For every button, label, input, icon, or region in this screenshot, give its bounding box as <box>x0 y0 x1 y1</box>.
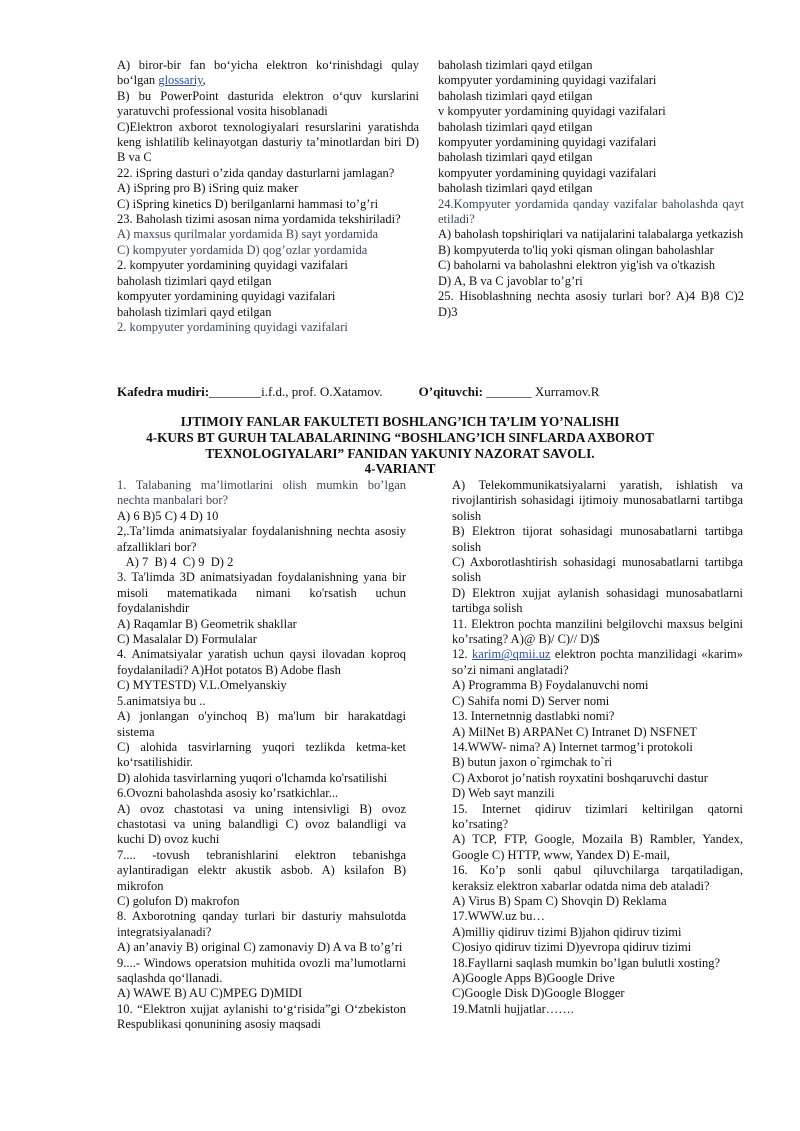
answer-line: C) kompyuter yordamida D) qog’ozlar yordamida <box>117 242 368 257</box>
answer-line: D) A, B va C javoblar to’g’ri <box>438 273 583 288</box>
bottom-right-column <box>452 478 743 1017</box>
top-left-column <box>117 58 419 335</box>
answer-line: C) MYTESTD) V.L.Omelyanskiy <box>117 678 287 693</box>
question-9: 9....- Windows operatsion muhitida ovozli ma’lumotlarni saqlashda qo‘llanadi. <box>117 955 406 985</box>
text-line: baholash tizimlari qayd etilgan <box>438 181 593 196</box>
answer-line: A) 6 B)5 C) 4 D) 10 <box>117 508 219 523</box>
question-22: 22. iSpring dasturi o’zida qanday dasturlarni jamlagan? <box>117 165 395 180</box>
teacher-name: Xurramov.R <box>531 384 600 399</box>
question-5: 5.animatsiya bu .. <box>117 693 206 708</box>
answer-line: C) alohida tasvirlarning yuqori tezlikda ketma-ket ko‘rsatilishidir. <box>117 739 406 770</box>
answer-line: A) WAWE B) AU C)MPEG D)MIDI <box>117 986 303 1001</box>
question-15: 15. Internet qidiruv tizimlari keltirilgan qatorni ko’rsating? <box>452 801 743 831</box>
top-right-column <box>438 58 744 320</box>
question-25: 25. Hisoblashning nechta asosiy turlari bor? A)4 B)8 C)2 D)3 <box>438 289 744 319</box>
question-13: 13. Internetnnig dastlabki nomi? <box>452 709 615 724</box>
variant-title: 4-VARIANT <box>364 461 436 477</box>
answer-line: C) Masalalar D) Formulalar <box>117 632 257 647</box>
answer-line: A) maxsus qurilmalar yordamida B) sayt yordamida <box>117 227 379 242</box>
answer-line: C) Axborot jo’natish royxatini boshqaruvchi dastur <box>452 770 708 785</box>
question-24: 24.Kompyuter yordamida qanday vazifalar baholashda qayt etiladi? <box>438 196 744 227</box>
question-6: 6.Ovozni baholashda asosiy ko’rsatkichlar... <box>117 786 339 801</box>
answer-line: A) Virus B) Spam C) Shovqin D) Reklama <box>452 893 667 908</box>
text-line: 2. kompyuter yordamining quyidagi vazifalari <box>117 319 348 334</box>
question-3: 3. Ta'limda 3D animatsiyadan foydalanishning yana bir misoli matematikada nimani ko'rsatish uchun foydalanishdir <box>117 570 406 616</box>
answer-line: A) jonlangan o'yinchoq B) ma'lum bir harakatdagi sistema <box>117 709 406 739</box>
answer-line: B) Elektron tijorat sohasidagi munosabatlarni tartibga solish <box>452 524 743 554</box>
glossary-link[interactable]: glossariy <box>158 73 203 88</box>
question-4: 4. Animatsiyalar yaratish uchun qaysi ilovadan koproq foydalaniladi? A)Hot potatos B) Adobe flash <box>117 647 406 677</box>
question-14: 14.WWW- nima? A) Internet tarmog’i protokoli <box>452 739 693 754</box>
text-line: kompyuter yordamining quyidagi vazifalari <box>438 165 657 180</box>
text-line: baholash tizimlari qayd etilgan <box>117 304 272 319</box>
question-23: 23. Baholash tizimi asosan nima yordamida tekshiriladi? <box>117 212 401 227</box>
question-17: 17.WWW.uz bu… <box>452 909 545 924</box>
answer-line: A)milliy qidiruv tizimi B)jahon qidiruv tizimi <box>452 924 682 939</box>
answer-line: C) baholarni va baholashni elektron yig'ish va o'tkazish <box>438 258 716 273</box>
bottom-left-column <box>117 478 406 1033</box>
text-line: A) biror-bir fan bo‘yicha elektron ko‘rinishdagi qulay bo‘lgan glossariy, <box>117 58 419 88</box>
email-link[interactable]: karim@qmii.uz <box>472 647 551 662</box>
answer-line: C) iSpring kinetics D) berilganlarni hammasi to’g’ri <box>117 196 379 211</box>
answer-line: C)Google Disk D)Google Blogger <box>452 986 625 1001</box>
section-heading <box>110 414 690 477</box>
answer-line: A) ovoz chastotasi va uning intensivligi B) ovoz chastotasi va uning balandligi C) ovoz balandligi va kuchi D) ovoz kuchi <box>117 801 406 847</box>
text-line: kompyuter yordamining quyidagi vazifalari <box>438 135 657 150</box>
answer-line: B) butun jaxon o`rgimchak to`ri <box>452 755 613 770</box>
answer-line: A) TCP, FTP, Google, Mozaila B) Rambler, Yandex, Google C) HTTP, www, Yandex D) E-mail, <box>452 832 743 862</box>
answer-line: A) baholash topshiriqlari va natijalarini talabalarga yetkazish <box>438 227 744 242</box>
question-19: 19.Matnli hujjatlar……. <box>452 1001 574 1016</box>
teacher-blank: _______ <box>486 384 532 399</box>
heading-line: IJTIMOIY FANLAR FAKULTETI BOSHLANG’ICH TA’LIM YO’NALISHI <box>180 414 620 429</box>
answer-line: A) Telekommunikatsiyalarni yaratish, ishlatish va rivojlantirish sohasidagi ijtimoiy munosabatlarni tartibga solish <box>452 478 743 523</box>
answer-line: A) MilNet B) ARPANet C) Intranet D) NSFNET <box>452 724 698 739</box>
question-8: 8. Axborotning qanday turlari bir dasturiy mahsulotda integratsiyalanadi? <box>117 909 406 939</box>
answer-line: D) Elektron xujjat aylanish sohasidagi munosabatlarni tartibga solish <box>452 585 743 616</box>
answer-line: C) Sahifa nomi D) Server nomi <box>452 693 610 708</box>
answer-line: C) Axborotlashtirish sohasidagi munosabatlarni tartibga solish <box>452 555 743 585</box>
answer-line: A) an’anaviy B) original C) zamonaviy D) A va B to’g’ri <box>117 940 403 955</box>
answer-line: B) kompyuterda to'liq yoki qisman olingan baholashlar <box>438 242 714 257</box>
answer-line: A) Programma B) Foydalanuvchi nomi <box>452 678 649 693</box>
question-2: 2,.Ta’limda animatsiyalar foydalanishning nechta asosiy afzalliklari bor? <box>117 524 406 554</box>
text-line: v kompyuter yordamining quyidagi vazifalari <box>438 104 666 119</box>
text-line: baholash tizimlari qayd etilgan <box>438 150 593 165</box>
text-line: baholash tizimlari qayd etilgan <box>438 88 593 103</box>
head-label: Kafedra mudiri: <box>117 384 210 399</box>
text-line: B) bu PowerPoint dasturida elektron o‘quv kurslarini yaratuvchi professional vosita hisoblanadi <box>117 88 419 119</box>
question-18: 18.Fayllarni saqlash mumkin bo’lgan bulutli xosting? <box>452 955 721 970</box>
text-line: C)Elektron axborot texnologiyalari resurslarini yaratishda keng ishlatilib kelinayotgan dasturiy ta’minotlardan biri D) B va C <box>117 119 419 165</box>
head-name: i.f.d., prof. O.Xatamov. <box>261 384 383 399</box>
answer-line: D) alohida tasvirlarning yuqori o'lchamda ko'rsatilishi <box>117 770 388 785</box>
question-11: 11. Elektron pochta manzilini belgilovchi maxsus belgini ko’rsating? A)@ B)/ C)// D)$ <box>452 616 743 647</box>
signature-line <box>117 384 717 399</box>
text-line: baholash tizimlari qayd etilgan <box>438 119 593 134</box>
question-10: 10. “Elektron xujjat aylanishi to‘g‘risida”gi O‘zbekiston Respublikasi qonunining asosiy maqsadi <box>117 1001 406 1032</box>
answer-line: A)Google Apps B)Google Drive <box>452 971 615 985</box>
answer-line: C)osiyo qidiruv tizimi D)yevropa qidiruv tizimi <box>452 940 692 955</box>
heading-line: TEXNOLOGIYALARI” FANIDAN YAKUNIY NAZORAT SAVOLI. <box>205 445 595 461</box>
text-line: kompyuter yordamining quyidagi vazifalari <box>117 289 336 304</box>
question-1: 1. Talabaning ma’limotlarini olish mumkin bo’lgan nechta manbalari bor? <box>117 478 406 508</box>
text-line: kompyuter yordamining quyidagi vazifalari <box>438 73 657 88</box>
question-16: 16. Ko’p sonli qabul qiluvchilarga tarqatiladigan, keraksiz elektron xabarlar odatda nima deb ataladi? <box>452 863 743 893</box>
answer-line: A) iSpring pro B) iSring quiz maker <box>117 181 299 196</box>
head-blank: ________ <box>209 384 262 399</box>
heading-line: 4-KURS BT GURUH TALABALARINING “BOSHLANG’ICH SINFLARDA AXBOROT <box>146 429 654 445</box>
question-7: 7.... -tovush tebranishlarini elektron tebanishga aylantiradigan elektr akustik asbob. A) ksilafon B) mikrofon <box>117 847 406 893</box>
answer-line: A) 7 B) 4 C) 9 D) 2 <box>117 555 234 570</box>
text-line: 2. kompyuter yordamining quyidagi vazifalari <box>117 258 348 273</box>
answer-line: D) Web sayt manzili <box>452 786 555 801</box>
text-line: baholash tizimlari qayd etilgan <box>117 273 272 288</box>
question-12: 12. karim@qmii.uz elektron pochta manzilidagi «karim» so’zi nimani anglatadi? <box>452 647 743 677</box>
answer-line: C) golufon D) makrofon <box>117 893 240 908</box>
teacher-label: O’qituvchi: <box>418 384 483 399</box>
text-line: baholash tizimlari qayd etilgan <box>438 58 593 72</box>
answer-line: A) Raqamlar B) Geometrik shakllar <box>117 616 297 631</box>
